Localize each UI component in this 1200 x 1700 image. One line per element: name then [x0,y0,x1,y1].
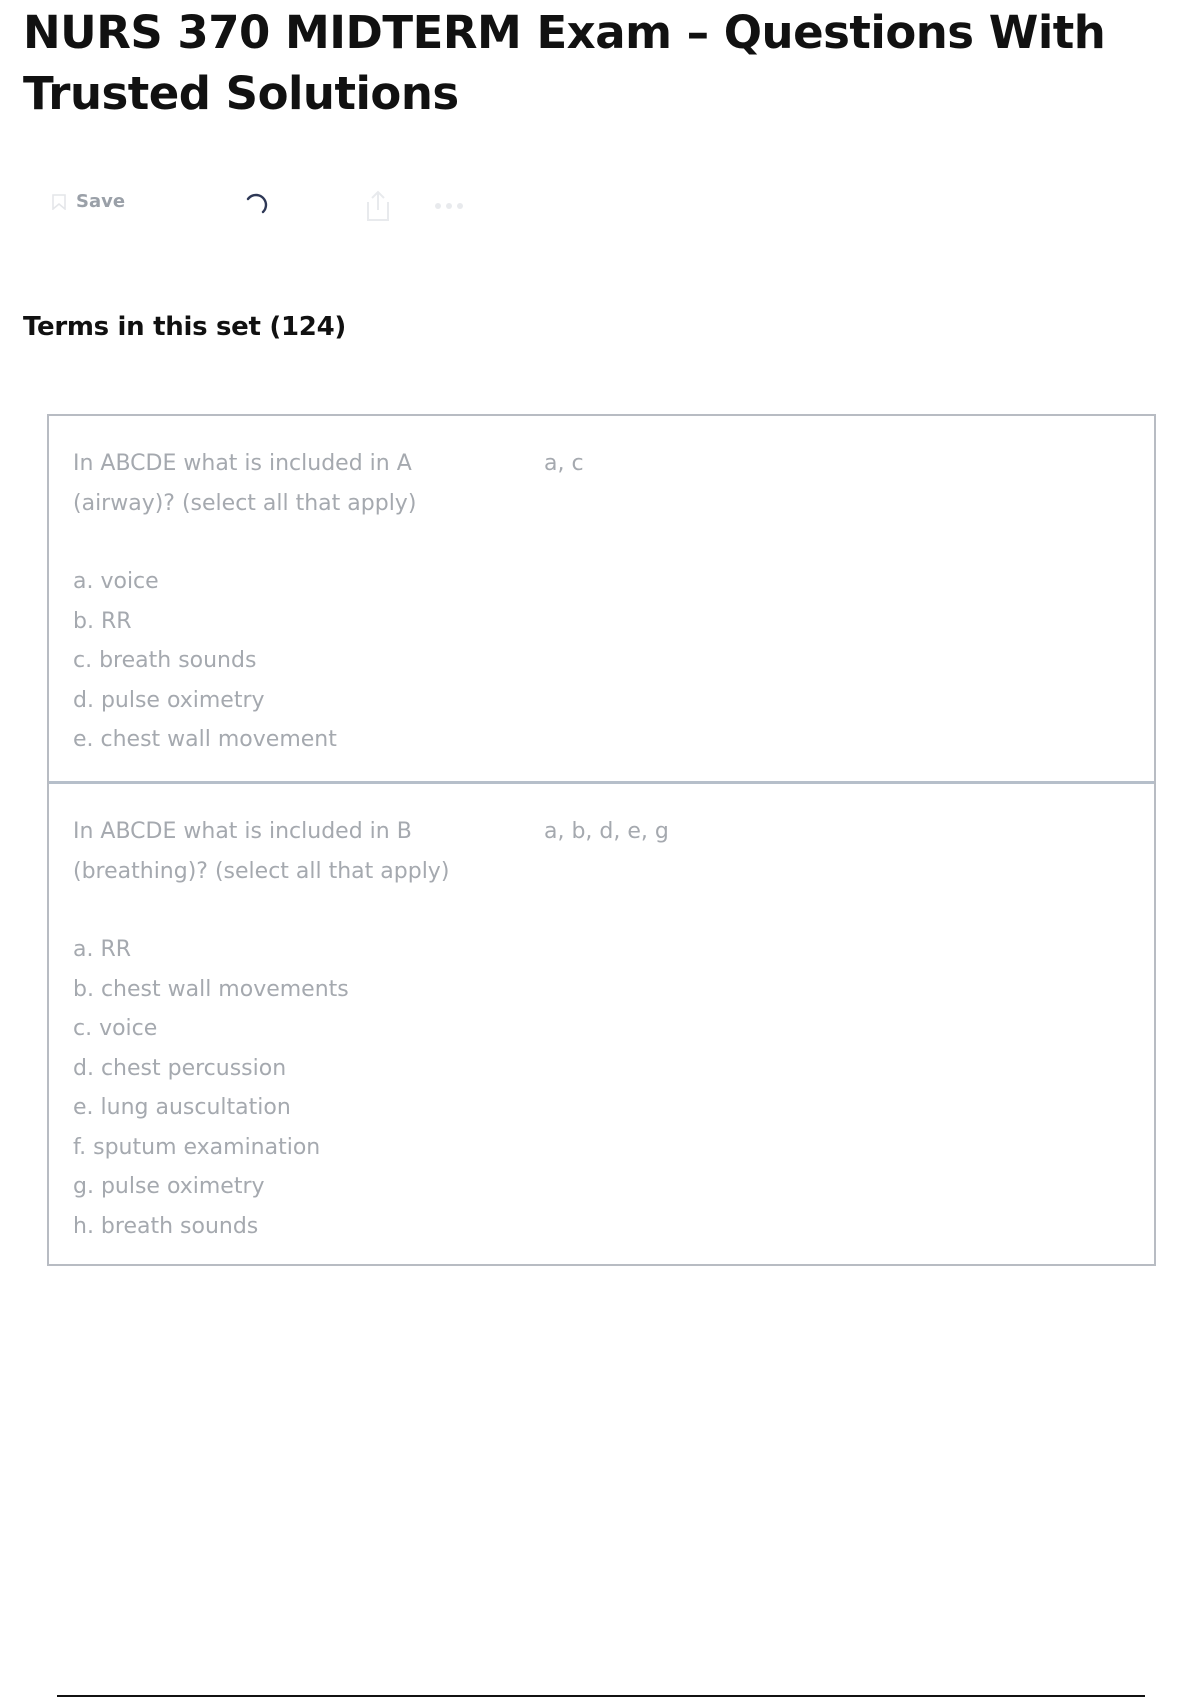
term-option: h. breath sounds [73,1213,259,1239]
term-question: In ABCDE what is included in A (airway)? (select all that apply) [73,451,417,516]
term-option: e. lung auscultation [73,1095,291,1120]
term-answer: a, c [544,451,584,476]
term-option: g. pulse oximetry [73,1174,265,1199]
term-option: d. pulse oximetry [73,687,265,713]
term-option: b. chest wall movements [73,976,349,1002]
term-question: In ABCDE what is included in B (breathing)? (select all that apply) [73,819,450,884]
term-option: a. RR [73,937,132,962]
terms-list [47,414,1156,1266]
term-row [49,416,1154,781]
share-icon[interactable] [364,190,392,222]
term-option: d. chest percussion [73,1055,287,1081]
page-title: NURS 370 MIDTERM Exam – Questions With Trusted Solutions [23,6,1106,120]
bookmark-icon [52,194,66,210]
term-option: e. chest wall movement [73,727,337,752]
bottom-divider [57,1695,1145,1697]
term-option: b. RR [73,608,132,634]
term-answer: a, b, d, e, g [544,819,669,844]
term-options [73,930,1154,1246]
term-options [73,562,1154,760]
more-icon[interactable] [434,202,464,210]
save-label: Save [76,191,126,212]
term-option: c. voice [73,1016,158,1041]
spinner-icon [244,192,270,218]
term-row [49,781,1154,1264]
terms-count-heading: Terms in this set (124) [23,312,346,342]
term-option: c. breath sounds [73,648,257,673]
save-button[interactable] [52,191,125,212]
term-option: a. voice [73,569,159,594]
term-option: f. sputum examination [73,1134,321,1160]
